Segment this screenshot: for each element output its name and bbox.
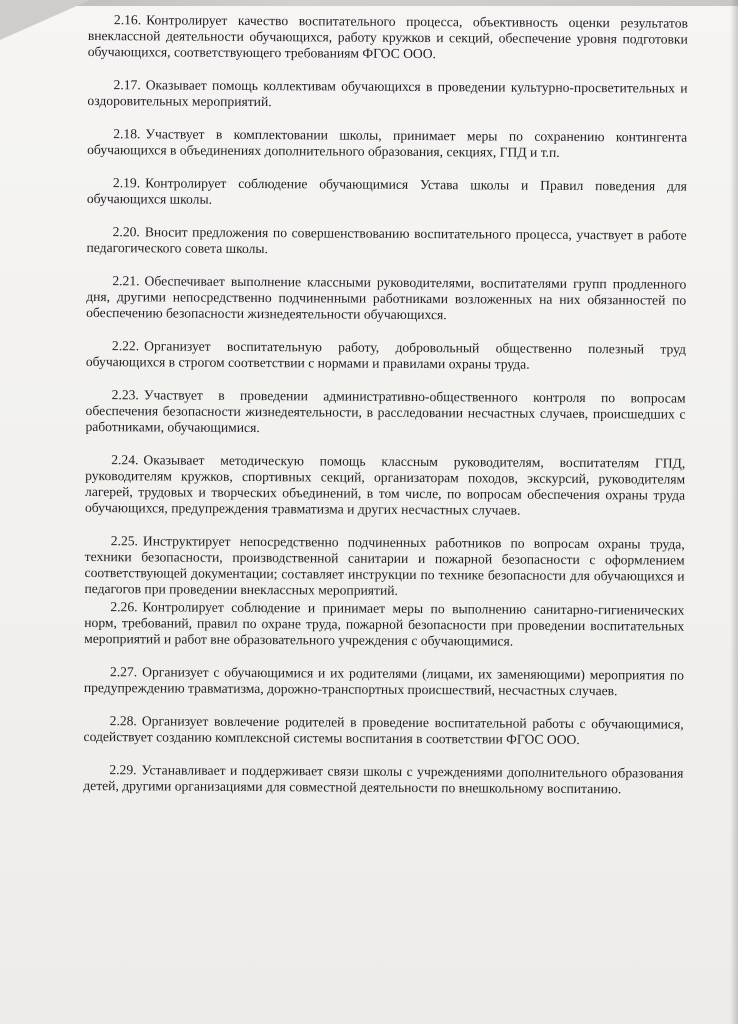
paragraph-2-29 bbox=[83, 762, 683, 798]
paragraph-text: Участвует в комплектовании школы, принимает меры по сохранению контингента обучающихся в объединениях дополнительного образования, секциях, ГПД и т.п. bbox=[87, 126, 688, 160]
paragraph-number: 2.22. bbox=[111, 338, 140, 354]
paragraph-2-19 bbox=[87, 175, 687, 211]
paragraph-2-25 bbox=[84, 533, 684, 601]
paragraph-text: Контролирует качество воспитательного процесса, объективность оценки результатов внеклассной деятельности обучающихся, работу кружков и секций, обеспечение уровня подготовки обучающихся, соответствующего требованиям ФГОС ООО. bbox=[87, 12, 688, 62]
paragraph-2-20 bbox=[87, 224, 687, 260]
scan-right-shadow bbox=[730, 0, 738, 1024]
paragraph-number: 2.20. bbox=[112, 224, 140, 240]
paragraph-text: Организует воспитательную работу, добровольный общественно полезный труд обучающихся в строгом соответствии с нормами и правилами охраны труда. bbox=[85, 338, 686, 372]
paragraph-number: 2.24. bbox=[111, 452, 139, 468]
paragraph-text: Контролирует соблюдение обучающимися Устава школы и Правил поведения для обучающихся школы. bbox=[86, 175, 687, 207]
paragraph-number: 2.29. bbox=[109, 762, 137, 778]
paragraph-text: Организует вовлечение родителей в проведение воспитательной работы с обучающимися, содействует созданию комплексной системы воспитания в соответствии ФГОС ООО. bbox=[83, 713, 684, 748]
paragraph-number: 2.28. bbox=[109, 713, 137, 729]
paragraph-2-28 bbox=[84, 713, 684, 749]
paragraph-2-27 bbox=[84, 664, 684, 700]
paragraph-text: Инструктирует непосредственно подчиненных работников по вопросам охраны труда, техники безопасности, производственной санитарии и пожарной безопасности с оформлением соответствующей документации; составляет инструкции по технике безопасности для обучающихся и педагогов при проведении внеклассных мероприятий. bbox=[84, 533, 685, 598]
paragraph-number: 2.18. bbox=[113, 126, 141, 142]
paragraph-2-24 bbox=[85, 452, 685, 520]
paragraph-text: Устанавливает и поддерживает связи школы с учреждениями дополнительного образования детей, другими организациями для совместной деятельности по внешкольному воспитанию. bbox=[83, 762, 684, 797]
paragraph-number: 2.25. bbox=[110, 533, 139, 549]
scan-top-edge bbox=[0, 0, 738, 6]
paragraph-number: 2.16. bbox=[113, 12, 142, 28]
scan-folded-corner bbox=[0, 0, 90, 40]
paragraph-text: Обеспечивает выполнение классными руководителями, воспитателями групп продленного дня, другими непосредственно подчиненными работниками возложенных на них обязанностей по обеспечению безопасности жизнедеятельности обучающихся. bbox=[86, 273, 687, 323]
paragraph-number: 2.21. bbox=[112, 273, 140, 289]
paragraph-2-26 bbox=[84, 599, 684, 651]
paragraph-number: 2.26. bbox=[110, 599, 138, 615]
paragraph-text: Оказывает методическую помощь классным руководителям, воспитателям ГПД, руководителям кружков, спортивных секций, организаторам походов, экскурсий, руководителям лагерей, трудовых и творческих объединений, в том числе, по вопросам обеспечения охраны труда обучающихся, предупреждения травматизма и других несчастных случаев. bbox=[84, 452, 686, 518]
paragraph-2-22 bbox=[86, 338, 686, 374]
paragraph-text: Оказывает помощь коллективам обучающихся в проведении культурно-просветительных и оздоровительных мероприятий. bbox=[87, 77, 688, 110]
paragraph-2-21 bbox=[86, 273, 686, 325]
paragraph-text: Участвует в проведении административно-общественного контроля по вопросам обеспечения безопасности жизнедеятельности, в расследовании несчастных случаев, происшедших с работниками, обучающимися. bbox=[85, 387, 686, 436]
paragraph-2-18 bbox=[87, 126, 687, 162]
paragraph-number: 2.27. bbox=[109, 664, 138, 680]
paragraph-text: Организует с обучающимися и их родителями (лицами, их заменяющими) мероприятия по предупреждению травматизма, дорожно-транспортных происшествий, несчастных случаев. bbox=[83, 664, 685, 699]
paragraph-2-16 bbox=[88, 12, 688, 64]
paragraph-number: 2.17. bbox=[113, 77, 141, 93]
paragraph-text: Контролирует соблюдение и принимает меры по выполнению санитарно-гигиенических норм, требований, правил по охране труда, пожарной безопасности при проведении воспитательных мероприятий и работ вне образовательного учреждения с обучающимися. bbox=[84, 599, 685, 649]
paragraph-text: Вносит предложения по совершенствованию воспитательного процесса, участвует в работе педагогического совета школы. bbox=[86, 224, 687, 257]
document-body bbox=[83, 12, 688, 815]
paragraph-number: 2.19. bbox=[112, 175, 141, 191]
paragraph-2-17 bbox=[87, 77, 687, 113]
paragraph-2-23 bbox=[85, 387, 685, 439]
paragraph-number: 2.23. bbox=[111, 387, 139, 403]
